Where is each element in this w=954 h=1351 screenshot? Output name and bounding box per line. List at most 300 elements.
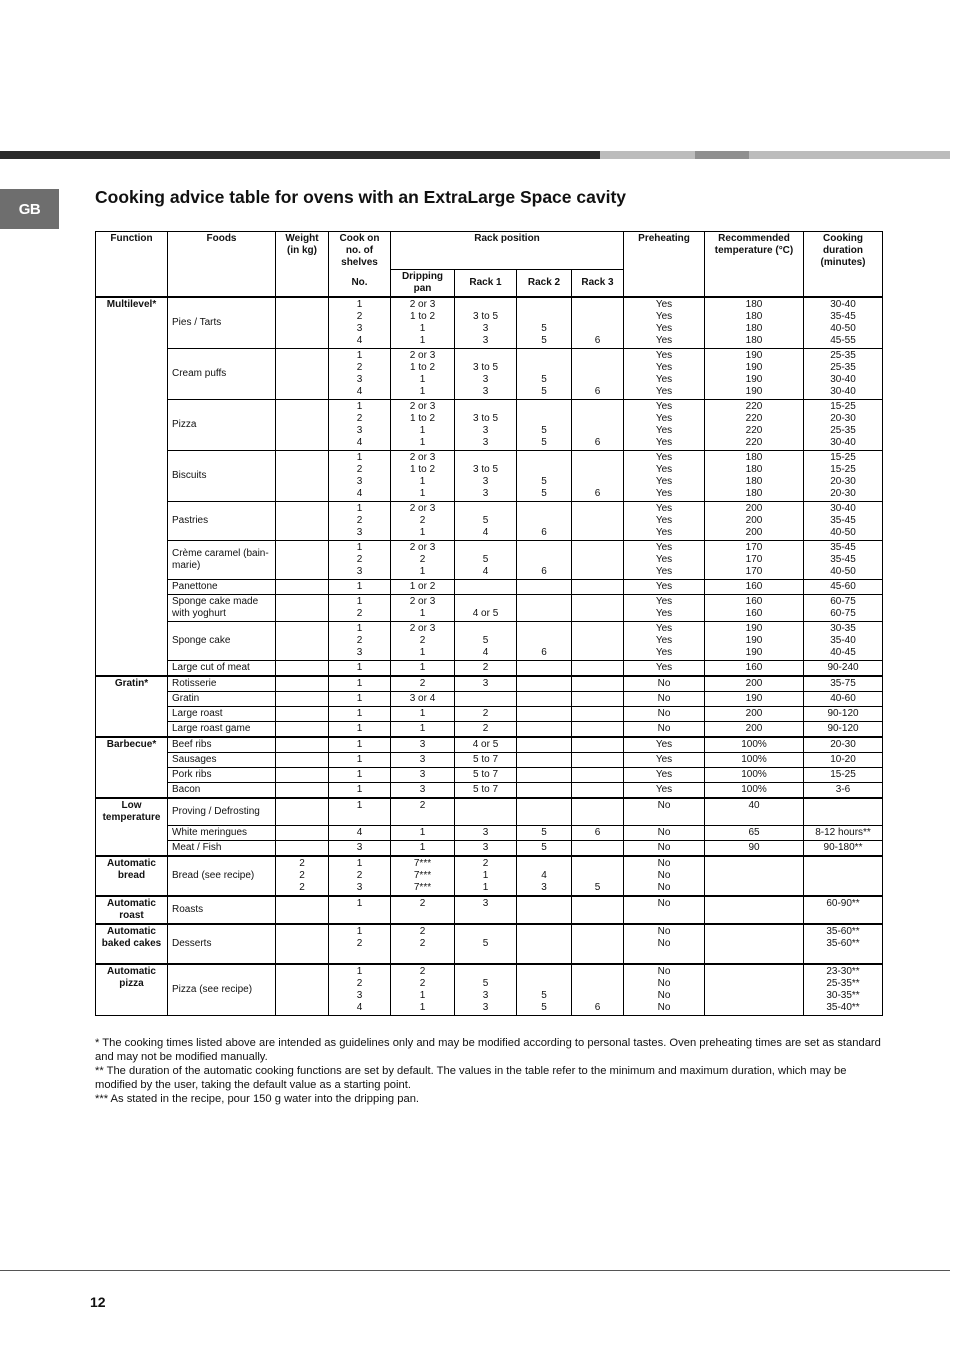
header-weight: Weight (in kg) bbox=[276, 232, 329, 297]
temperature-cell bbox=[705, 450, 804, 501]
cell-line: 180 bbox=[745, 322, 763, 334]
cell-line bbox=[574, 739, 621, 751]
cell-line: 1 bbox=[356, 622, 363, 634]
cell-line bbox=[574, 693, 621, 705]
food-cell: Pizza (see recipe) bbox=[168, 964, 276, 1016]
food-cell: Cream puffs bbox=[168, 348, 276, 399]
duration-cell bbox=[804, 660, 883, 676]
cell-line: 1 bbox=[419, 826, 426, 838]
table-row bbox=[96, 798, 883, 826]
shelves-no-cell bbox=[329, 540, 391, 579]
dripping-pan-cell bbox=[391, 691, 455, 706]
shelves-no-cell bbox=[329, 450, 391, 501]
food-cell: Proving / Defrosting bbox=[168, 798, 276, 826]
dripping-pan-cell bbox=[391, 706, 455, 721]
cell-line: 35-40 bbox=[830, 634, 856, 646]
cell-line bbox=[707, 898, 801, 910]
dripping-pan-cell bbox=[391, 348, 455, 399]
dripping-pan-cell bbox=[391, 501, 455, 540]
rack2-cell bbox=[517, 964, 572, 1016]
table-row bbox=[96, 660, 883, 676]
cell-line bbox=[331, 812, 388, 824]
cell-line: Yes bbox=[655, 502, 673, 514]
rack1-cell bbox=[455, 896, 517, 924]
duration-cell bbox=[804, 798, 883, 826]
cell-line: 1 bbox=[356, 799, 363, 811]
cell-line: 90-120 bbox=[827, 722, 859, 734]
table-row bbox=[96, 579, 883, 594]
cell-line bbox=[519, 452, 569, 464]
cell-line bbox=[574, 623, 621, 635]
rack2-cell bbox=[517, 896, 572, 924]
cell-line bbox=[457, 966, 514, 978]
shelves-no-cell bbox=[329, 660, 391, 676]
cell-line: Yes bbox=[655, 661, 673, 673]
dripping-pan-cell bbox=[391, 676, 455, 692]
cell-line: 23-30** bbox=[826, 965, 860, 977]
cell-line bbox=[519, 608, 569, 620]
rack1-cell bbox=[455, 691, 517, 706]
cell-line bbox=[457, 950, 514, 962]
cell-line: 3 to 5 bbox=[472, 463, 499, 475]
cell-line bbox=[519, 623, 569, 635]
cell-line: Yes bbox=[655, 541, 673, 553]
cell-line bbox=[707, 966, 801, 978]
cell-line bbox=[574, 723, 621, 735]
rack3-cell bbox=[572, 737, 624, 753]
table-row bbox=[96, 706, 883, 721]
temperature-cell bbox=[705, 691, 804, 706]
cell-line: 5 bbox=[541, 826, 547, 838]
shelves-no-cell bbox=[329, 782, 391, 798]
temperature-cell bbox=[705, 660, 804, 676]
cell-line bbox=[574, 910, 621, 922]
cell-line: 3 bbox=[419, 783, 426, 795]
shelves-no-cell bbox=[329, 621, 391, 660]
rack3-cell bbox=[572, 924, 624, 964]
cell-line bbox=[457, 542, 514, 554]
cell-line: 2 bbox=[419, 925, 426, 937]
function-cell: Automatic bread bbox=[96, 856, 168, 896]
rack3-cell bbox=[572, 660, 624, 676]
cell-line bbox=[278, 623, 326, 635]
dripping-pan-cell bbox=[391, 297, 455, 349]
preheating-cell bbox=[624, 594, 705, 621]
dripping-pan-cell bbox=[391, 450, 455, 501]
weight-cell bbox=[276, 782, 329, 798]
cell-line: 30-35** bbox=[826, 989, 860, 1001]
cell-line: 170 bbox=[745, 541, 763, 553]
cell-line: 2 bbox=[356, 977, 363, 989]
cell-line: 2 or 3 bbox=[409, 595, 436, 607]
cell-line bbox=[574, 870, 621, 882]
rack2-cell bbox=[517, 721, 572, 737]
cell-line bbox=[278, 827, 326, 839]
cell-line: 1 bbox=[356, 298, 363, 310]
duration-cell bbox=[804, 840, 883, 856]
cell-line: 3 bbox=[356, 373, 363, 385]
cell-line: 90-120 bbox=[827, 707, 859, 719]
cell-line: 35-45 bbox=[830, 553, 856, 565]
rack3-cell bbox=[572, 721, 624, 737]
cell-line: 5 bbox=[541, 989, 547, 1001]
cell-line: Yes bbox=[655, 634, 673, 646]
rack3-cell bbox=[572, 767, 624, 782]
food-cell: Desserts bbox=[168, 924, 276, 964]
cell-line: 220 bbox=[745, 412, 763, 424]
weight-cell bbox=[276, 691, 329, 706]
duration-cell bbox=[804, 399, 883, 450]
footnotes bbox=[95, 1036, 885, 1106]
cell-line bbox=[457, 350, 514, 362]
cell-line: 1 bbox=[356, 857, 363, 869]
cell-line bbox=[519, 926, 569, 938]
cell-line: 180 bbox=[745, 310, 763, 322]
dripping-pan-cell bbox=[391, 660, 455, 676]
table-row bbox=[96, 501, 883, 540]
shelves-no-cell bbox=[329, 825, 391, 840]
cell-line: 1 bbox=[419, 722, 426, 734]
cell-line: 60-75 bbox=[830, 607, 856, 619]
cell-line bbox=[574, 662, 621, 674]
cell-line: 3 bbox=[541, 881, 547, 893]
cell-line bbox=[574, 374, 621, 386]
preheating-cell bbox=[624, 297, 705, 349]
table-row bbox=[96, 450, 883, 501]
cell-line: 160 bbox=[745, 595, 763, 607]
cell-line: No bbox=[657, 881, 671, 893]
cell-line: 100% bbox=[741, 738, 767, 750]
shelves-no-cell bbox=[329, 840, 391, 856]
cell-line: 2 bbox=[419, 677, 426, 689]
cell-line: 40 bbox=[748, 799, 760, 811]
cell-line: 4 or 5 bbox=[472, 738, 499, 750]
cell-line: 3 bbox=[356, 841, 363, 853]
shelves-no-cell bbox=[329, 579, 391, 594]
cell-line: 45-55 bbox=[830, 334, 856, 346]
header-temperature: Recommended temperature (°C) bbox=[705, 232, 804, 297]
temperature-cell bbox=[705, 297, 804, 349]
rack3-cell bbox=[572, 691, 624, 706]
cell-line bbox=[574, 858, 621, 870]
cell-line: 6 bbox=[594, 436, 601, 448]
cell-line bbox=[278, 678, 326, 690]
preheating-cell bbox=[624, 721, 705, 737]
cell-line bbox=[519, 950, 569, 962]
rack3-cell bbox=[572, 782, 624, 798]
dripping-pan-cell bbox=[391, 840, 455, 856]
cell-line: 35-40** bbox=[826, 1001, 860, 1013]
cell-line bbox=[806, 950, 880, 962]
cell-line bbox=[519, 662, 569, 674]
cell-line: 200 bbox=[745, 502, 763, 514]
cell-line: 1 to 2 bbox=[409, 361, 436, 373]
rack3-cell bbox=[572, 676, 624, 692]
food-cell: Sausages bbox=[168, 752, 276, 767]
cell-line bbox=[574, 784, 621, 796]
cell-line: 2 bbox=[419, 965, 426, 977]
cell-line: Yes bbox=[655, 349, 673, 361]
cell-line bbox=[574, 938, 621, 950]
function-cell: Automatic roast bbox=[96, 896, 168, 924]
weight-cell bbox=[276, 706, 329, 721]
rack1-cell bbox=[455, 594, 517, 621]
cell-line: 1 bbox=[419, 385, 426, 397]
duration-cell bbox=[804, 691, 883, 706]
dripping-pan-cell bbox=[391, 721, 455, 737]
cell-line bbox=[574, 898, 621, 910]
cell-line: 1 bbox=[356, 541, 363, 553]
shelves-no-cell bbox=[329, 501, 391, 540]
cell-line bbox=[519, 723, 569, 735]
cell-line: 3-6 bbox=[835, 783, 851, 795]
duration-cell bbox=[804, 825, 883, 840]
cell-line: 1 bbox=[419, 841, 426, 853]
cell-line bbox=[574, 926, 621, 938]
temperature-cell bbox=[705, 767, 804, 782]
cell-line: No bbox=[657, 989, 671, 1001]
cell-line: 1 bbox=[419, 436, 426, 448]
cell-line: 20-30 bbox=[830, 412, 856, 424]
preheating-cell bbox=[624, 825, 705, 840]
cell-line: 5 to 7 bbox=[472, 783, 499, 795]
cell-line: 90-180** bbox=[823, 841, 863, 853]
header-rack2: Rack 2 bbox=[517, 270, 572, 297]
rack3-cell bbox=[572, 594, 624, 621]
cell-line: Yes bbox=[655, 553, 673, 565]
cell-line: 2 bbox=[356, 634, 363, 646]
cell-line: Yes bbox=[655, 595, 673, 607]
cell-line bbox=[806, 800, 880, 812]
cell-line: 40-60 bbox=[830, 692, 856, 704]
cell-line bbox=[574, 413, 621, 425]
cell-line: 3 bbox=[356, 322, 363, 334]
rack1-cell bbox=[455, 660, 517, 676]
cell-line bbox=[574, 842, 621, 854]
rack1-cell bbox=[455, 501, 517, 540]
cell-line bbox=[278, 800, 326, 812]
cell-line: 15-25 bbox=[830, 463, 856, 475]
rack3-cell bbox=[572, 706, 624, 721]
dripping-pan-cell bbox=[391, 540, 455, 579]
cell-line bbox=[278, 950, 326, 962]
dripping-pan-cell bbox=[391, 782, 455, 798]
table-row bbox=[96, 782, 883, 798]
rack3-cell bbox=[572, 752, 624, 767]
cell-line bbox=[707, 1002, 801, 1014]
cell-line: 2 bbox=[299, 881, 305, 893]
cell-line: 5 bbox=[541, 373, 547, 385]
rack1-cell bbox=[455, 450, 517, 501]
rack2-cell bbox=[517, 450, 572, 501]
page-title: Cooking advice table for ovens with an ExtraLarge Space cavity bbox=[95, 187, 627, 207]
cell-line: 5 bbox=[541, 487, 547, 499]
cell-line: 1 bbox=[356, 400, 363, 412]
cell-line: Yes bbox=[655, 738, 673, 750]
cell-line: 2 or 3 bbox=[409, 349, 436, 361]
cell-line: 4 bbox=[356, 487, 363, 499]
cell-line bbox=[519, 754, 569, 766]
cell-line: 2 bbox=[356, 607, 363, 619]
food-cell: Biscuits bbox=[168, 450, 276, 501]
duration-cell bbox=[804, 737, 883, 753]
rack1-cell bbox=[455, 964, 517, 1016]
food-cell: Meat / Fish bbox=[168, 840, 276, 856]
cell-line: 30-40 bbox=[830, 373, 856, 385]
cell-line: 190 bbox=[745, 373, 763, 385]
cell-line: Yes bbox=[655, 451, 673, 463]
dripping-pan-cell bbox=[391, 621, 455, 660]
cell-line: 200 bbox=[745, 526, 763, 538]
cell-line: 2 bbox=[419, 514, 426, 526]
cell-line: No bbox=[657, 722, 671, 734]
cell-line: 160 bbox=[745, 580, 763, 592]
temperature-cell bbox=[705, 676, 804, 692]
dripping-pan-cell bbox=[391, 767, 455, 782]
rack3-cell bbox=[572, 856, 624, 896]
header-shelves: Cook on no. of shelves bbox=[329, 232, 391, 270]
cell-line bbox=[707, 950, 801, 962]
rack3-cell bbox=[572, 896, 624, 924]
cell-line bbox=[806, 882, 880, 894]
cell-line: 5 bbox=[541, 424, 547, 436]
food-cell: Large roast bbox=[168, 706, 276, 721]
cell-line: 35-60** bbox=[826, 937, 860, 949]
cell-line bbox=[393, 812, 452, 824]
cell-line: 3 bbox=[356, 475, 363, 487]
cell-line: 35-45 bbox=[830, 514, 856, 526]
food-cell: Crème caramel (bain-marie) bbox=[168, 540, 276, 579]
cell-line bbox=[457, 812, 514, 824]
cell-line: 25-35 bbox=[830, 424, 856, 436]
cell-line: 5 bbox=[482, 937, 489, 949]
cell-line: 2 or 3 bbox=[409, 622, 436, 634]
cell-line bbox=[574, 608, 621, 620]
header-foods: Foods bbox=[168, 232, 276, 297]
cell-line bbox=[519, 858, 569, 870]
food-cell: Sponge cake bbox=[168, 621, 276, 660]
cell-line bbox=[519, 708, 569, 720]
header-preheating: Preheating bbox=[624, 232, 705, 297]
cell-line bbox=[278, 898, 326, 910]
shelves-no-cell bbox=[329, 856, 391, 896]
cell-line bbox=[574, 425, 621, 437]
weight-cell bbox=[276, 737, 329, 753]
rack1-cell bbox=[455, 924, 517, 964]
table-row bbox=[96, 348, 883, 399]
cell-line bbox=[707, 910, 801, 922]
cell-line bbox=[278, 452, 326, 464]
cell-line: 1 or 2 bbox=[409, 580, 436, 592]
cell-line bbox=[519, 515, 569, 527]
cell-line bbox=[278, 596, 326, 608]
cell-line: 3 to 5 bbox=[472, 412, 499, 424]
cell-line bbox=[457, 452, 514, 464]
cell-line bbox=[574, 452, 621, 464]
cell-line bbox=[519, 693, 569, 705]
cell-line bbox=[278, 542, 326, 554]
weight-cell bbox=[276, 594, 329, 621]
cell-line: 1 bbox=[356, 677, 363, 689]
cell-line bbox=[574, 635, 621, 647]
rack3-cell bbox=[572, 840, 624, 856]
cell-line: No bbox=[657, 897, 671, 909]
food-cell: Roasts bbox=[168, 896, 276, 924]
temperature-cell bbox=[705, 924, 804, 964]
header-rack1: Rack 1 bbox=[455, 270, 517, 297]
function-cell: Automatic pizza bbox=[96, 964, 168, 1016]
cell-line: Yes bbox=[655, 463, 673, 475]
preheating-cell bbox=[624, 782, 705, 798]
cell-line bbox=[278, 635, 326, 647]
rack1-cell bbox=[455, 721, 517, 737]
rack1-cell bbox=[455, 540, 517, 579]
cell-line: 3 bbox=[356, 881, 363, 893]
cell-line: 190 bbox=[745, 385, 763, 397]
cell-line: 200 bbox=[745, 677, 763, 689]
cell-line: 3 bbox=[356, 989, 363, 1001]
weight-cell bbox=[276, 896, 329, 924]
cell-line: 2 or 3 bbox=[409, 298, 436, 310]
cell-line bbox=[278, 386, 326, 398]
cell-line bbox=[278, 401, 326, 413]
header-rack-position: Rack position bbox=[391, 232, 624, 270]
cell-line: 40-50 bbox=[830, 565, 856, 577]
rack2-cell bbox=[517, 825, 572, 840]
cell-line: 30-35 bbox=[830, 622, 856, 634]
cell-line: 1 bbox=[356, 965, 363, 977]
cell-line: Yes bbox=[655, 334, 673, 346]
food-cell: Pizza bbox=[168, 399, 276, 450]
cell-line: 5 bbox=[482, 553, 489, 565]
weight-cell bbox=[276, 621, 329, 660]
rack3-cell bbox=[572, 825, 624, 840]
cell-line: No bbox=[657, 841, 671, 853]
food-cell: Bread (see recipe) bbox=[168, 856, 276, 896]
shelves-no-cell bbox=[329, 737, 391, 753]
dripping-pan-cell bbox=[391, 964, 455, 1016]
rack1-cell bbox=[455, 706, 517, 721]
cell-line bbox=[278, 769, 326, 781]
food-cell: Pork ribs bbox=[168, 767, 276, 782]
cell-line: 1 bbox=[419, 322, 426, 334]
cell-line: 3 to 5 bbox=[472, 361, 499, 373]
duration-cell bbox=[804, 450, 883, 501]
cell-line: 25-35** bbox=[826, 977, 860, 989]
cell-line: 3 bbox=[482, 334, 489, 346]
rack1-cell bbox=[455, 767, 517, 782]
cell-line: 2 bbox=[356, 463, 363, 475]
rack2-cell bbox=[517, 676, 572, 692]
rack1-cell bbox=[455, 798, 517, 826]
food-cell: White meringues bbox=[168, 825, 276, 840]
duration-cell bbox=[804, 782, 883, 798]
cell-line bbox=[574, 978, 621, 990]
temperature-cell bbox=[705, 501, 804, 540]
cell-line: No bbox=[657, 799, 671, 811]
cell-line: No bbox=[657, 707, 671, 719]
cell-line: 1 bbox=[419, 373, 426, 385]
cell-line bbox=[457, 503, 514, 515]
cell-line: 1 bbox=[356, 349, 363, 361]
cell-line bbox=[519, 401, 569, 413]
cell-line bbox=[457, 401, 514, 413]
cell-line: Yes bbox=[655, 753, 673, 765]
cell-line: Yes bbox=[655, 436, 673, 448]
cell-line: 60-90** bbox=[826, 897, 860, 909]
duration-cell bbox=[804, 964, 883, 1016]
cell-line bbox=[278, 464, 326, 476]
